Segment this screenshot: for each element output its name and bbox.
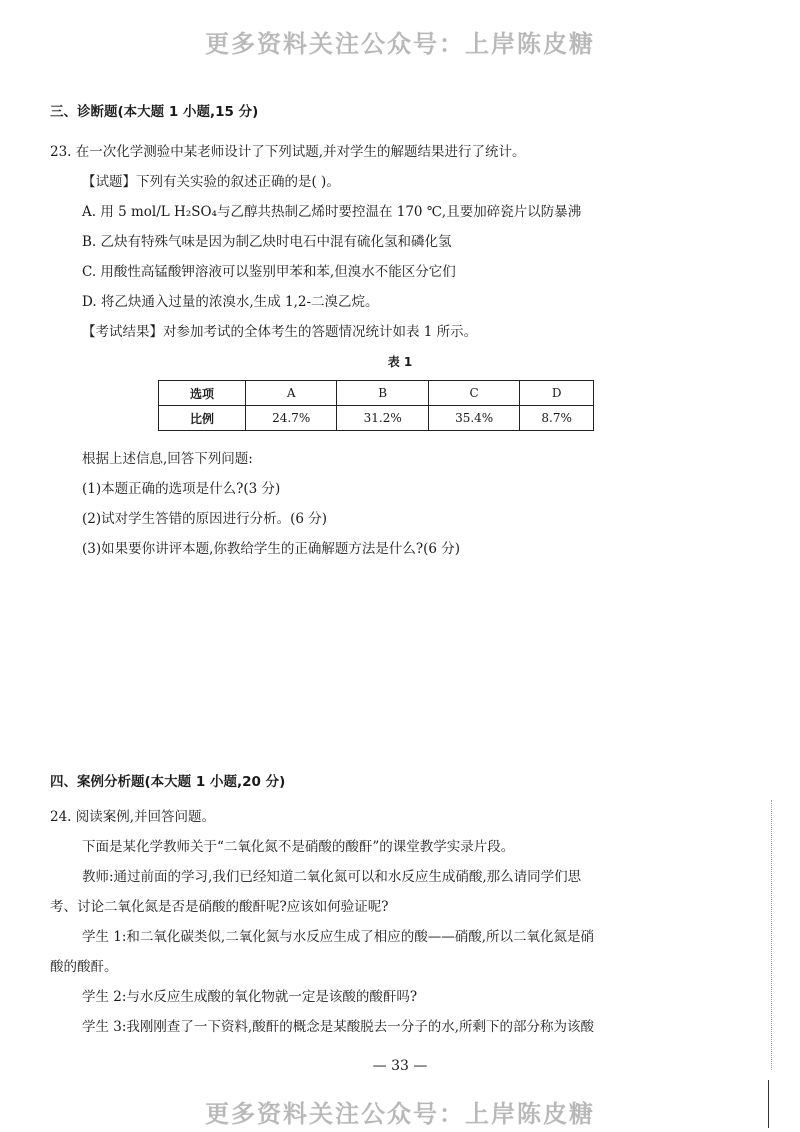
case-line: 考、讨论二氧化氮是否是硝酸的酸酐呢?应该如何验证呢? xyxy=(50,899,389,915)
section3-title: 三、诊断题(本大题 1 小题,15 分) xyxy=(50,104,259,120)
page-number: — 33 — xyxy=(372,1058,428,1074)
choice-cell: D xyxy=(520,381,594,406)
margin-dots xyxy=(771,800,773,1070)
table-caption: 表 1 xyxy=(387,355,413,369)
subquestion-3: (3)如果要你讲评本题,你教给学生的正确解题方法是什么?(6 分) xyxy=(82,541,461,557)
watermark-bottom: 更多资料关注公众号：上岸陈皮糖 xyxy=(205,1100,595,1128)
header-label: 选项 xyxy=(159,381,246,406)
choice-cell: A xyxy=(246,381,337,406)
watermark-top: 更多资料关注公众号：上岸陈皮糖 xyxy=(205,30,595,58)
option-c: C. 用酸性高锰酸钾溶液可以鉴别甲苯和苯,但溴水不能区分它们 xyxy=(82,264,456,280)
option-d: D. 将乙炔通入过量的浓溴水,生成 1,2-二溴乙烷。 xyxy=(82,294,379,310)
case-line: 酸的酸酐。 xyxy=(50,959,118,975)
q24-intro: 24. 阅读案例,并回答问题。 xyxy=(50,809,216,825)
ratio-cell: 8.7% xyxy=(520,406,594,431)
result-intro: 【考试结果】对参加考试的全体考生的答题情况统计如表 1 所示。 xyxy=(82,324,478,340)
ratio-cell: 24.7% xyxy=(246,406,337,431)
case-line: 学生 1:和二氧化碳类似,二氧化氮与水反应生成了相应的酸——硝酸,所以二氧化氮是硝 xyxy=(82,929,595,945)
case-line: 学生 3:我刚刚查了一下资料,酸酐的概念是某酸脱去一分子的水,所剩下的部分称为该酸 xyxy=(82,1019,595,1035)
ratio-cell: 31.2% xyxy=(337,406,428,431)
row-label: 比例 xyxy=(159,406,246,431)
question-stem: 【试题】下列有关实验的叙述正确的是( )。 xyxy=(82,174,340,190)
ratio-cell: 35.4% xyxy=(428,406,519,431)
q23-intro: 23. 在一次化学测验中某老师设计了下列试题,并对学生的解题结果进行了统计。 xyxy=(50,144,526,160)
case-line: 学生 2:与水反应生成酸的氧化物就一定是该酸的酸酐吗? xyxy=(82,989,418,1005)
table-header-row xyxy=(159,381,594,406)
answer-prompt: 根据上述信息,回答下列问题: xyxy=(82,451,253,467)
table-ratio-row xyxy=(159,406,594,431)
case-line: 下面是某化学教师关于“二氧化氮不是硝酸的酸酐”的课堂教学实录片段。 xyxy=(82,839,515,855)
option-b: B. 乙炔有特殊气味是因为制乙炔时电石中混有硫化氢和磷化氢 xyxy=(82,234,452,250)
subquestion-1: (1)本题正确的选项是什么?(3 分) xyxy=(82,481,281,497)
stats-table xyxy=(158,380,594,431)
case-line: 教师:通过前面的学习,我们已经知道二氧化氮可以和水反应生成硝酸,那么请同学们思 xyxy=(82,869,582,885)
subquestion-2: (2)试对学生答错的原因进行分析。(6 分) xyxy=(82,511,328,527)
choice-cell: C xyxy=(428,381,519,406)
choice-cell: B xyxy=(337,381,428,406)
option-a: A. 用 5 mol/L H₂SO₄与乙醇共热制乙烯时要控温在 170 ℃,且要加碎瓷片以防暴沸 xyxy=(82,204,582,220)
section4-title: 四、案例分析题(本大题 1 小题,20 分) xyxy=(50,774,286,790)
